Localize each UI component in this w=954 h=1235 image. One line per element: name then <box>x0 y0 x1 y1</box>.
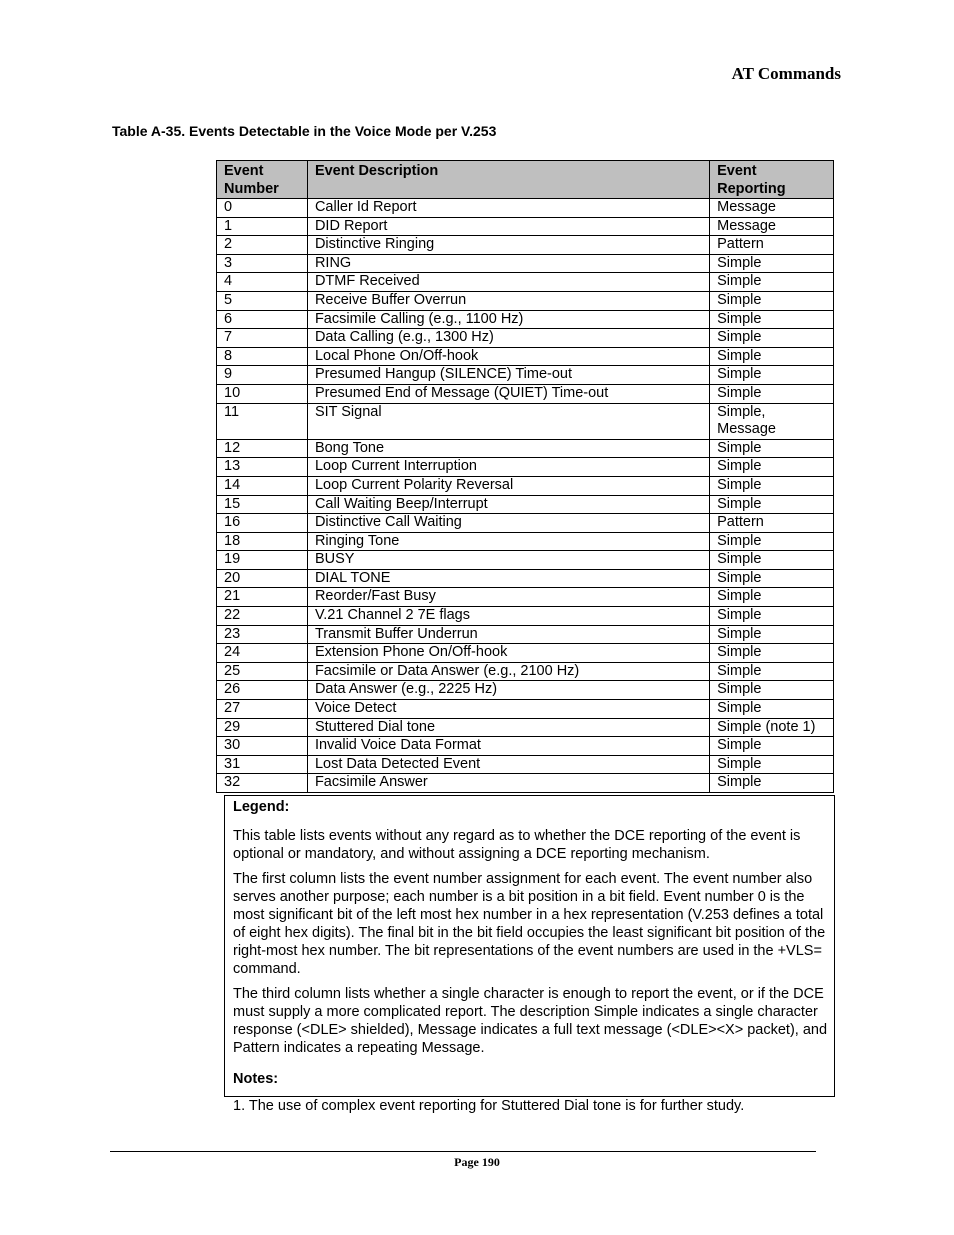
table-row <box>217 199 834 218</box>
event-number-cell: 10 <box>217 384 308 403</box>
event-description-cell: Presumed End of Message (QUIET) Time-out <box>307 384 709 403</box>
event-reporting-cell: Pattern <box>710 236 834 255</box>
event-reporting-cell: Simple <box>710 644 834 663</box>
event-description-cell: Facsimile or Data Answer (e.g., 2100 Hz) <box>307 662 709 681</box>
legend-title: Legend: <box>233 799 290 815</box>
event-reporting-cell: Simple <box>710 254 834 273</box>
event-description-cell: Bong Tone <box>307 439 709 458</box>
event-reporting-cell: Simple <box>710 439 834 458</box>
event-description-cell: Caller Id Report <box>307 199 709 218</box>
event-number-cell: 30 <box>217 737 308 756</box>
legend-paragraph-1: This table lists events without any regard as to whether the DCE reporting of the event is optional or mandatory, and without assigning a DCE reporting mechanism. <box>233 828 801 862</box>
table-row <box>217 310 834 329</box>
event-reporting-cell: Simple <box>710 774 834 793</box>
table-row <box>217 476 834 495</box>
event-description-cell: Distinctive Ringing <box>307 236 709 255</box>
event-number-cell: 3 <box>217 254 308 273</box>
event-description-cell: Receive Buffer Overrun <box>307 291 709 310</box>
table-row <box>217 625 834 644</box>
event-description-cell: Call Waiting Beep/Interrupt <box>307 495 709 514</box>
event-reporting-cell: Simple <box>710 737 834 756</box>
event-reporting-cell: Simple <box>710 476 834 495</box>
event-reporting-cell: Simple <box>710 588 834 607</box>
event-description-cell: Data Answer (e.g., 2225 Hz) <box>307 681 709 700</box>
event-description-cell: SIT Signal <box>307 403 709 439</box>
event-number-cell: 26 <box>217 681 308 700</box>
event-description-cell: Transmit Buffer Underrun <box>307 625 709 644</box>
event-reporting-cell: Simple <box>710 625 834 644</box>
event-number-cell: 18 <box>217 532 308 551</box>
table-row <box>217 458 834 477</box>
event-number-cell: 31 <box>217 755 308 774</box>
event-reporting-cell: Simple <box>710 681 834 700</box>
table-caption: Table A-35. Events Detectable in the Voice Mode per V.253 <box>112 123 497 139</box>
table-row <box>217 514 834 533</box>
event-reporting-cell: Simple <box>710 366 834 385</box>
table-row <box>217 569 834 588</box>
event-number-cell: 2 <box>217 236 308 255</box>
event-number-cell: 9 <box>217 366 308 385</box>
footer-rule <box>110 1151 816 1152</box>
event-reporting-cell: Simple <box>710 347 834 366</box>
event-description-cell: RING <box>307 254 709 273</box>
event-number-cell: 25 <box>217 662 308 681</box>
event-number-cell: 23 <box>217 625 308 644</box>
event-reporting-cell: Simple <box>710 662 834 681</box>
event-description-cell: Facsimile Calling (e.g., 1100 Hz) <box>307 310 709 329</box>
event-number-cell: 7 <box>217 329 308 348</box>
event-number-cell: 13 <box>217 458 308 477</box>
table-row <box>217 366 834 385</box>
event-description-cell: Voice Detect <box>307 700 709 719</box>
note-1: 1. The use of complex event reporting for Stuttered Dial tone is for further study. <box>233 1098 745 1114</box>
event-reporting-cell: Simple <box>710 700 834 719</box>
event-number-cell: 11 <box>217 403 308 439</box>
section-header: AT Commands <box>731 64 841 83</box>
event-reporting-cell: Simple <box>710 384 834 403</box>
table-row <box>217 532 834 551</box>
table-row <box>217 495 834 514</box>
table-row <box>217 329 834 348</box>
table-row <box>217 681 834 700</box>
event-reporting-cell: Simple <box>710 273 834 292</box>
event-reporting-cell: Simple (note 1) <box>710 718 834 737</box>
table-row <box>217 347 834 366</box>
legend-paragraph-2: The first column lists the event number assignment for each event. The event number also serves another purpose; each number is a bit position in a bit field. Event number 0 is the most significant bit of the left most hex number in a hex representation (V.253 defines a total of eight hex digits). The final bit in the bit field occupies the least significant bit position of the right-most hex number. The bit representations of the event numbers are used in the +VLS= command. <box>233 871 826 977</box>
event-reporting-cell: Simple <box>710 551 834 570</box>
table-row <box>217 588 834 607</box>
event-description-cell: Lost Data Detected Event <box>307 755 709 774</box>
event-reporting-cell: Simple <box>710 532 834 551</box>
event-reporting-cell: Simple <box>710 329 834 348</box>
event-number-cell: 24 <box>217 644 308 663</box>
legend-paragraph-3: The third column lists whether a single character is enough to report the event, or if the DCE must supply a more complicated report. The description Simple indicates a single character response (<DLE> shielded), Message indicates a full text message (<DLE><X> packet), and Pattern indicates a repeating Message. <box>233 986 828 1056</box>
table-row <box>217 718 834 737</box>
event-reporting-cell: Simple, Message <box>710 403 834 439</box>
event-number-cell: 15 <box>217 495 308 514</box>
table-row <box>217 384 834 403</box>
event-description-cell: DIAL TONE <box>307 569 709 588</box>
event-description-cell: Invalid Voice Data Format <box>307 737 709 756</box>
event-description-cell: Presumed Hangup (SILENCE) Time-out <box>307 366 709 385</box>
event-reporting-cell: Simple <box>710 607 834 626</box>
event-reporting-cell: Message <box>710 217 834 236</box>
event-description-cell: DTMF Received <box>307 273 709 292</box>
event-number-cell: 21 <box>217 588 308 607</box>
table-row <box>217 737 834 756</box>
event-description-cell: Reorder/Fast Busy <box>307 588 709 607</box>
table-row <box>217 217 834 236</box>
event-description-cell: BUSY <box>307 551 709 570</box>
event-number-cell: 12 <box>217 439 308 458</box>
event-number-cell: 1 <box>217 217 308 236</box>
table-row <box>217 439 834 458</box>
event-number-cell: 5 <box>217 291 308 310</box>
table-row <box>217 254 834 273</box>
table-row <box>217 291 834 310</box>
column-header-event-description: Event Description <box>307 161 709 199</box>
event-description-cell: DID Report <box>307 217 709 236</box>
event-reporting-cell: Simple <box>710 495 834 514</box>
event-reporting-cell: Simple <box>710 458 834 477</box>
event-description-cell: Facsimile Answer <box>307 774 709 793</box>
event-number-cell: 4 <box>217 273 308 292</box>
table-header-row <box>217 161 834 199</box>
event-number-cell: 6 <box>217 310 308 329</box>
event-description-cell: Loop Current Interruption <box>307 458 709 477</box>
event-reporting-cell: Simple <box>710 569 834 588</box>
event-description-cell: V.21 Channel 2 7E flags <box>307 607 709 626</box>
event-number-cell: 19 <box>217 551 308 570</box>
event-number-cell: 29 <box>217 718 308 737</box>
column-header-event-reporting: Event Reporting <box>710 161 834 199</box>
event-number-cell: 14 <box>217 476 308 495</box>
table-row <box>217 774 834 793</box>
event-number-cell: 22 <box>217 607 308 626</box>
table-row <box>217 551 834 570</box>
table-row <box>217 607 834 626</box>
table-row <box>217 662 834 681</box>
column-header-event-number: Event Number <box>217 161 308 199</box>
table-row <box>217 273 834 292</box>
event-number-cell: 32 <box>217 774 308 793</box>
event-description-cell: Extension Phone On/Off-hook <box>307 644 709 663</box>
table-row <box>217 700 834 719</box>
events-table-body <box>217 199 834 793</box>
event-description-cell: Ringing Tone <box>307 532 709 551</box>
event-reporting-cell: Simple <box>710 310 834 329</box>
event-reporting-cell: Simple <box>710 291 834 310</box>
event-number-cell: 27 <box>217 700 308 719</box>
event-reporting-cell: Simple <box>710 755 834 774</box>
event-number-cell: 20 <box>217 569 308 588</box>
table-row <box>217 236 834 255</box>
event-reporting-cell: Pattern <box>710 514 834 533</box>
legend-box <box>224 795 835 1114</box>
notes-title: Notes: <box>233 1071 279 1087</box>
event-description-cell: Local Phone On/Off-hook <box>307 347 709 366</box>
table-row <box>217 644 834 663</box>
table-row <box>217 755 834 774</box>
event-description-cell: Data Calling (e.g., 1300 Hz) <box>307 329 709 348</box>
event-reporting-cell: Message <box>710 199 834 218</box>
event-number-cell: 0 <box>217 199 308 218</box>
event-description-cell: Loop Current Polarity Reversal <box>307 476 709 495</box>
event-number-cell: 16 <box>217 514 308 533</box>
table-row <box>217 403 834 439</box>
page-number: Page 190 <box>454 1155 500 1169</box>
event-description-cell: Distinctive Call Waiting <box>307 514 709 533</box>
events-table <box>216 160 834 793</box>
event-description-cell: Stuttered Dial tone <box>307 718 709 737</box>
event-number-cell: 8 <box>217 347 308 366</box>
